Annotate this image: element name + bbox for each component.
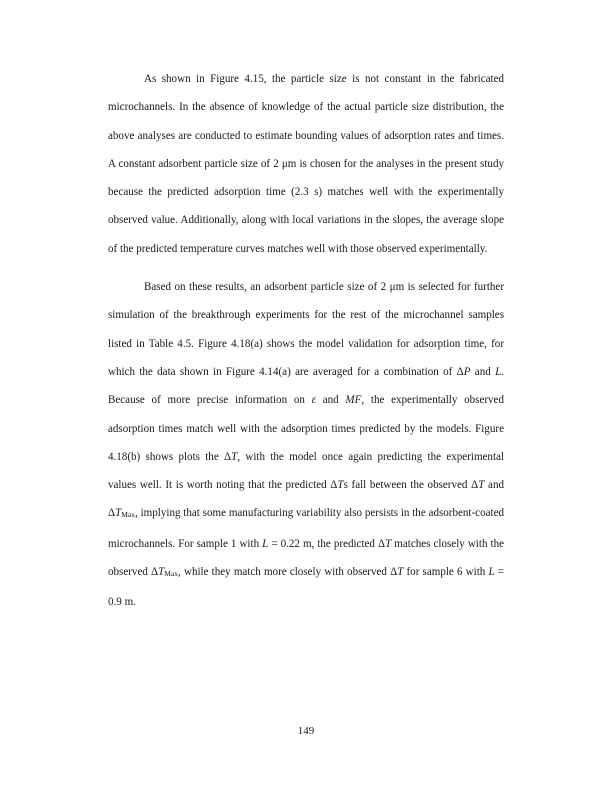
text-run: and (470, 365, 496, 378)
text-run: matches closely with the observed Δ (108, 537, 504, 579)
italic-symbol: L (488, 566, 495, 579)
text-run: , while they match more closely with observed Δ (178, 566, 398, 579)
text-run: , with the model once again predicting the experimental values well. It is worth noting that the predicted Δ (108, 450, 504, 492)
text-run: and Δ (108, 479, 504, 520)
text-run: = 0.9 m. (108, 566, 504, 609)
text-run: = 0.22 m, the predicted Δ (268, 537, 386, 550)
text-run: Based on these results, an adsorbent particle size of 2 μm is selected for further simulation of the breakthrough experiments for the rest of the microchannel samples listed in Table 4.5. Figure 4.18(a) shows the model validation for adsorption time, for which the data shown in Figure 4.14(a) are averaged for a combination of Δ (108, 281, 504, 378)
page-number: 149 (297, 725, 315, 737)
text-run: , implying that some manufacturing variability also persists in the adsorbent-coated microchannels. For sample 1 with (108, 507, 504, 550)
italic-symbol: P (463, 365, 471, 378)
italic-symbol: L (262, 537, 269, 550)
italic-symbol: T (385, 537, 392, 550)
text-run: for sample 6 with (403, 566, 489, 579)
paragraph-model-validation (108, 273, 504, 617)
text-run: . Because of more precise information on (108, 365, 504, 407)
italic-symbol: MF (345, 394, 362, 407)
italic-symbol: T (478, 479, 485, 492)
text-run: As shown in Figure 4.15, the particle size is not constant in the fabricated microchannels. In the absence of knowledge of the actual particle size distribution, the above analyses are conducted to estimate bounding values of adsorption rates and times. A constant adsorbent particle size of 2 μm is chosen for the analyses in the present study because the predicted adsorption time (2.3 s) matches well with the experimentally observed value. Additionally, along with local variations in the slopes, the average slope of the predicted temperature curves matches well with those observed experimentally. (108, 73, 504, 255)
subscript-text: Max (121, 510, 136, 520)
text-run: and (315, 394, 346, 407)
text-run: s fall between the observed Δ (343, 479, 479, 492)
italic-symbol: L (495, 365, 502, 378)
italic-symbol: T (231, 450, 238, 463)
italic-symbol: ε (311, 394, 316, 407)
page-body (108, 65, 504, 617)
paragraph-particle-size (108, 65, 504, 263)
italic-symbol: T (397, 566, 404, 579)
text-run: , the experimentally observed adsorption times match well with the adsorption times predicted by the models. Figure 4.18(b) shows plots the Δ (108, 394, 504, 463)
italic-symbol: T (158, 566, 165, 579)
italic-symbol: T (115, 507, 122, 520)
italic-symbol: T (337, 479, 344, 492)
subscript-text: Max (164, 569, 179, 579)
